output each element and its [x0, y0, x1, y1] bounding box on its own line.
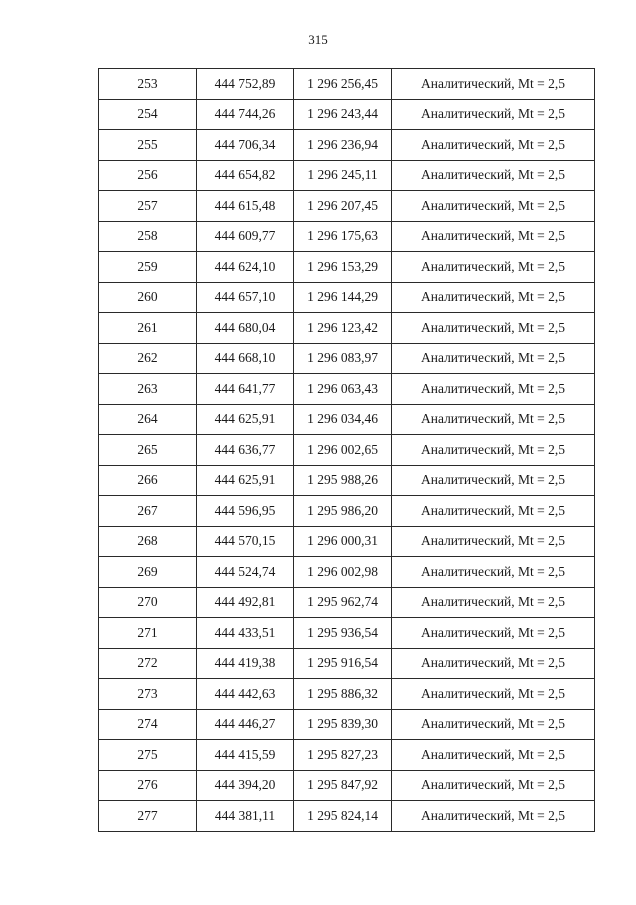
method-cell: Аналитический, Mt = 2,5 — [392, 99, 595, 130]
method-cell: Аналитический, Mt = 2,5 — [392, 679, 595, 710]
table-row — [99, 465, 595, 496]
method-cell: Аналитический, Mt = 2,5 — [392, 618, 595, 649]
table-row — [99, 404, 595, 435]
method-cell: Аналитический, Mt = 2,5 — [392, 709, 595, 740]
table-row — [99, 740, 595, 771]
x-coordinate-cell: 444 641,77 — [197, 374, 294, 405]
method-cell: Аналитический, Mt = 2,5 — [392, 374, 595, 405]
y-coordinate-cell: 1 295 827,23 — [294, 740, 392, 771]
x-coordinate-cell: 444 654,82 — [197, 160, 294, 191]
x-coordinate-cell: 444 744,26 — [197, 99, 294, 130]
x-coordinate-cell: 444 596,95 — [197, 496, 294, 527]
y-coordinate-cell: 1 295 886,32 — [294, 679, 392, 710]
x-coordinate-cell: 444 570,15 — [197, 526, 294, 557]
method-cell: Аналитический, Mt = 2,5 — [392, 282, 595, 313]
x-coordinate-cell: 444 668,10 — [197, 343, 294, 374]
method-cell: Аналитический, Mt = 2,5 — [392, 587, 595, 618]
point-number-cell: 261 — [99, 313, 197, 344]
table-row — [99, 160, 595, 191]
point-number-cell: 276 — [99, 770, 197, 801]
method-cell: Аналитический, Mt = 2,5 — [392, 496, 595, 527]
table-row — [99, 130, 595, 161]
y-coordinate-cell: 1 295 824,14 — [294, 801, 392, 832]
x-coordinate-cell: 444 524,74 — [197, 557, 294, 588]
y-coordinate-cell: 1 295 986,20 — [294, 496, 392, 527]
y-coordinate-cell: 1 296 002,98 — [294, 557, 392, 588]
point-number-cell: 275 — [99, 740, 197, 771]
method-cell: Аналитический, Mt = 2,5 — [392, 252, 595, 283]
coordinates-table — [98, 68, 595, 832]
method-cell: Аналитический, Mt = 2,5 — [392, 435, 595, 466]
point-number-cell: 254 — [99, 99, 197, 130]
table-row — [99, 557, 595, 588]
y-coordinate-cell: 1 296 002,65 — [294, 435, 392, 466]
point-number-cell: 274 — [99, 709, 197, 740]
table-row — [99, 191, 595, 222]
point-number-cell: 255 — [99, 130, 197, 161]
method-cell: Аналитический, Mt = 2,5 — [392, 191, 595, 222]
x-coordinate-cell: 444 615,48 — [197, 191, 294, 222]
table-row — [99, 313, 595, 344]
point-number-cell: 256 — [99, 160, 197, 191]
method-cell: Аналитический, Mt = 2,5 — [392, 526, 595, 557]
x-coordinate-cell: 444 625,91 — [197, 465, 294, 496]
point-number-cell: 271 — [99, 618, 197, 649]
table-row — [99, 526, 595, 557]
y-coordinate-cell: 1 296 243,44 — [294, 99, 392, 130]
table-row — [99, 709, 595, 740]
table-row — [99, 587, 595, 618]
x-coordinate-cell: 444 415,59 — [197, 740, 294, 771]
point-number-cell: 262 — [99, 343, 197, 374]
x-coordinate-cell: 444 394,20 — [197, 770, 294, 801]
y-coordinate-cell: 1 296 144,29 — [294, 282, 392, 313]
y-coordinate-cell: 1 295 936,54 — [294, 618, 392, 649]
point-number-cell: 267 — [99, 496, 197, 527]
method-cell: Аналитический, Mt = 2,5 — [392, 801, 595, 832]
table-row — [99, 770, 595, 801]
y-coordinate-cell: 1 296 123,42 — [294, 313, 392, 344]
point-number-cell: 265 — [99, 435, 197, 466]
table-row — [99, 801, 595, 832]
point-number-cell: 259 — [99, 252, 197, 283]
x-coordinate-cell: 444 609,77 — [197, 221, 294, 252]
method-cell: Аналитический, Mt = 2,5 — [392, 404, 595, 435]
point-number-cell: 263 — [99, 374, 197, 405]
point-number-cell: 273 — [99, 679, 197, 710]
method-cell: Аналитический, Mt = 2,5 — [392, 160, 595, 191]
point-number-cell: 277 — [99, 801, 197, 832]
table-row — [99, 496, 595, 527]
y-coordinate-cell: 1 296 153,29 — [294, 252, 392, 283]
x-coordinate-cell: 444 381,11 — [197, 801, 294, 832]
x-coordinate-cell: 444 657,10 — [197, 282, 294, 313]
y-coordinate-cell: 1 296 063,43 — [294, 374, 392, 405]
x-coordinate-cell: 444 442,63 — [197, 679, 294, 710]
method-cell: Аналитический, Mt = 2,5 — [392, 740, 595, 771]
y-coordinate-cell: 1 295 916,54 — [294, 648, 392, 679]
table-row — [99, 99, 595, 130]
method-cell: Аналитический, Mt = 2,5 — [392, 648, 595, 679]
table-row — [99, 343, 595, 374]
point-number-cell: 269 — [99, 557, 197, 588]
y-coordinate-cell: 1 295 962,74 — [294, 587, 392, 618]
point-number-cell: 266 — [99, 465, 197, 496]
method-cell: Аналитический, Mt = 2,5 — [392, 130, 595, 161]
y-coordinate-cell: 1 295 988,26 — [294, 465, 392, 496]
point-number-cell: 257 — [99, 191, 197, 222]
method-cell: Аналитический, Mt = 2,5 — [392, 221, 595, 252]
y-coordinate-cell: 1 296 034,46 — [294, 404, 392, 435]
table-row — [99, 435, 595, 466]
point-number-cell: 270 — [99, 587, 197, 618]
table-row — [99, 221, 595, 252]
point-number-cell: 272 — [99, 648, 197, 679]
method-cell: Аналитический, Mt = 2,5 — [392, 770, 595, 801]
y-coordinate-cell: 1 296 207,45 — [294, 191, 392, 222]
point-number-cell: 253 — [99, 69, 197, 100]
y-coordinate-cell: 1 296 083,97 — [294, 343, 392, 374]
table-row — [99, 374, 595, 405]
y-coordinate-cell: 1 296 175,63 — [294, 221, 392, 252]
x-coordinate-cell: 444 706,34 — [197, 130, 294, 161]
point-number-cell: 264 — [99, 404, 197, 435]
x-coordinate-cell: 444 625,91 — [197, 404, 294, 435]
method-cell: Аналитический, Mt = 2,5 — [392, 313, 595, 344]
x-coordinate-cell: 444 419,38 — [197, 648, 294, 679]
point-number-cell: 268 — [99, 526, 197, 557]
point-number-cell: 258 — [99, 221, 197, 252]
y-coordinate-cell: 1 296 236,94 — [294, 130, 392, 161]
x-coordinate-cell: 444 433,51 — [197, 618, 294, 649]
table-row — [99, 69, 595, 100]
method-cell: Аналитический, Mt = 2,5 — [392, 343, 595, 374]
x-coordinate-cell: 444 624,10 — [197, 252, 294, 283]
method-cell: Аналитический, Mt = 2,5 — [392, 557, 595, 588]
y-coordinate-cell: 1 295 847,92 — [294, 770, 392, 801]
y-coordinate-cell: 1 296 245,11 — [294, 160, 392, 191]
x-coordinate-cell: 444 446,27 — [197, 709, 294, 740]
method-cell: Аналитический, Mt = 2,5 — [392, 465, 595, 496]
x-coordinate-cell: 444 680,04 — [197, 313, 294, 344]
table-row — [99, 679, 595, 710]
y-coordinate-cell: 1 296 000,31 — [294, 526, 392, 557]
table-row — [99, 252, 595, 283]
point-number-cell: 260 — [99, 282, 197, 313]
method-cell: Аналитический, Mt = 2,5 — [392, 69, 595, 100]
x-coordinate-cell: 444 492,81 — [197, 587, 294, 618]
table-row — [99, 618, 595, 649]
y-coordinate-cell: 1 295 839,30 — [294, 709, 392, 740]
x-coordinate-cell: 444 752,89 — [197, 69, 294, 100]
coordinates-table-body — [99, 69, 595, 832]
table-row — [99, 648, 595, 679]
x-coordinate-cell: 444 636,77 — [197, 435, 294, 466]
page-number: 315 — [308, 32, 328, 47]
y-coordinate-cell: 1 296 256,45 — [294, 69, 392, 100]
table-row — [99, 282, 595, 313]
